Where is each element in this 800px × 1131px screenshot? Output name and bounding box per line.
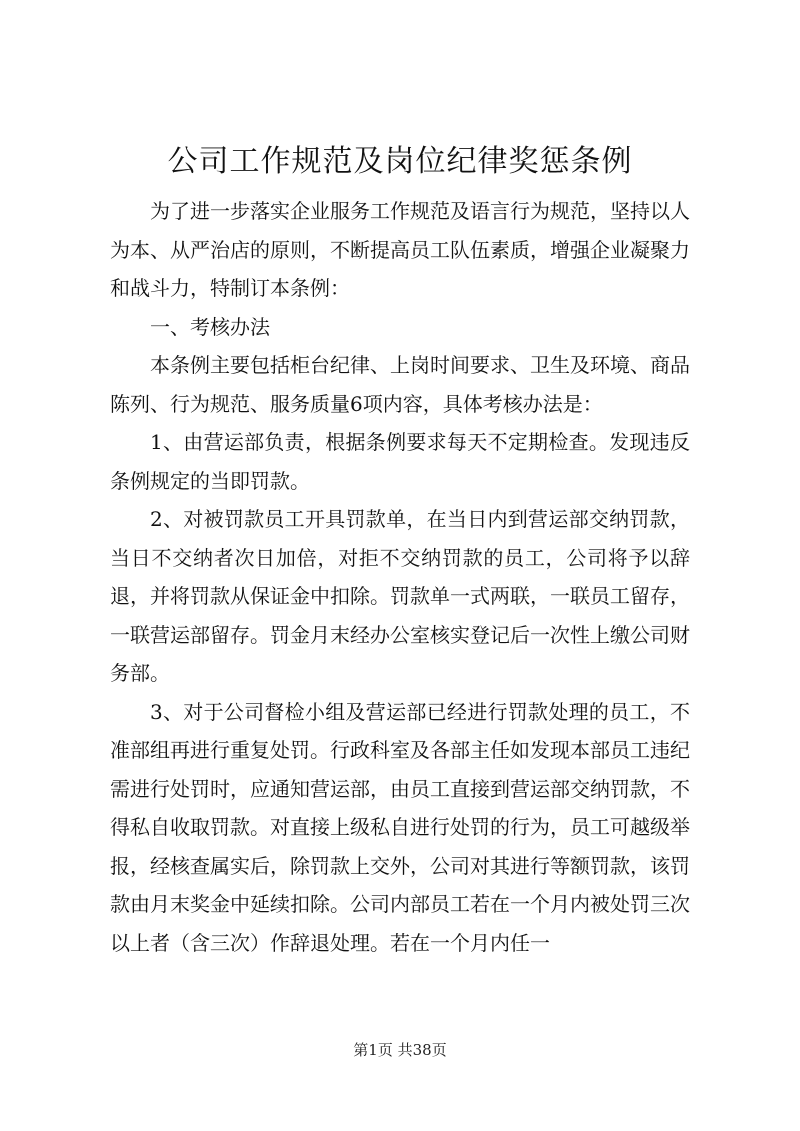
document-title: 公司工作规范及岗位纪律奖惩条例: [167, 144, 633, 179]
body-paragraph: 1、由营运部负责，根据条例要求每天不定期检查。发现违反条例规定的当即罚款。: [110, 430, 690, 493]
body-paragraph: 3、对于公司督检小组及营运部已经进行罚款处理的员工，不准部组再进行重复处罚。行政科室及各部主任如发现本部员工违纪需进行处罚时，应通知营运部，由员工直接到营运部交纳罚款，不得私自收取罚款。对直接上级私自进行处罚的行为，员工可越级举报，经核查属实后，除罚款上交外，公司对其进行等额罚款，该罚款由月末奖金中延续扣除。公司内部员工若在一个月内被处罚三次以上者（含三次）作辞退处理。若在一个月内任一: [110, 699, 690, 955]
body-paragraph: 本条例主要包括柜台纪律、上岗时间要求、卫生及环境、商品陈列、行为规范、服务质量6项内容，具体考核办法是：: [110, 353, 690, 416]
body-paragraph: 2、对被罚款员工开具罚款单，在当日内到营运部交纳罚款，当日不交纳者次日加倍，对拒不交纳罚款的员工，公司将予以辞退，并将罚款从保证金中扣除。罚款单一式两联，一联员工留存，一联营运部留存。罚金月末经办公室核实登记后一次性上缴公司财务部。: [110, 507, 690, 685]
page-footer: [0, 1040, 800, 1060]
intro-paragraph: 为了进一步落实企业服务工作规范及语言行为规范，坚持以人为本、从严治店的原则，不断提高员工队伍素质，增强企业凝聚力和战斗力，特制订本条例：: [110, 199, 690, 300]
page-number: 第1页 共38页: [353, 1041, 447, 1059]
document-body: [110, 192, 690, 962]
section-heading: 一、考核办法: [150, 314, 270, 339]
